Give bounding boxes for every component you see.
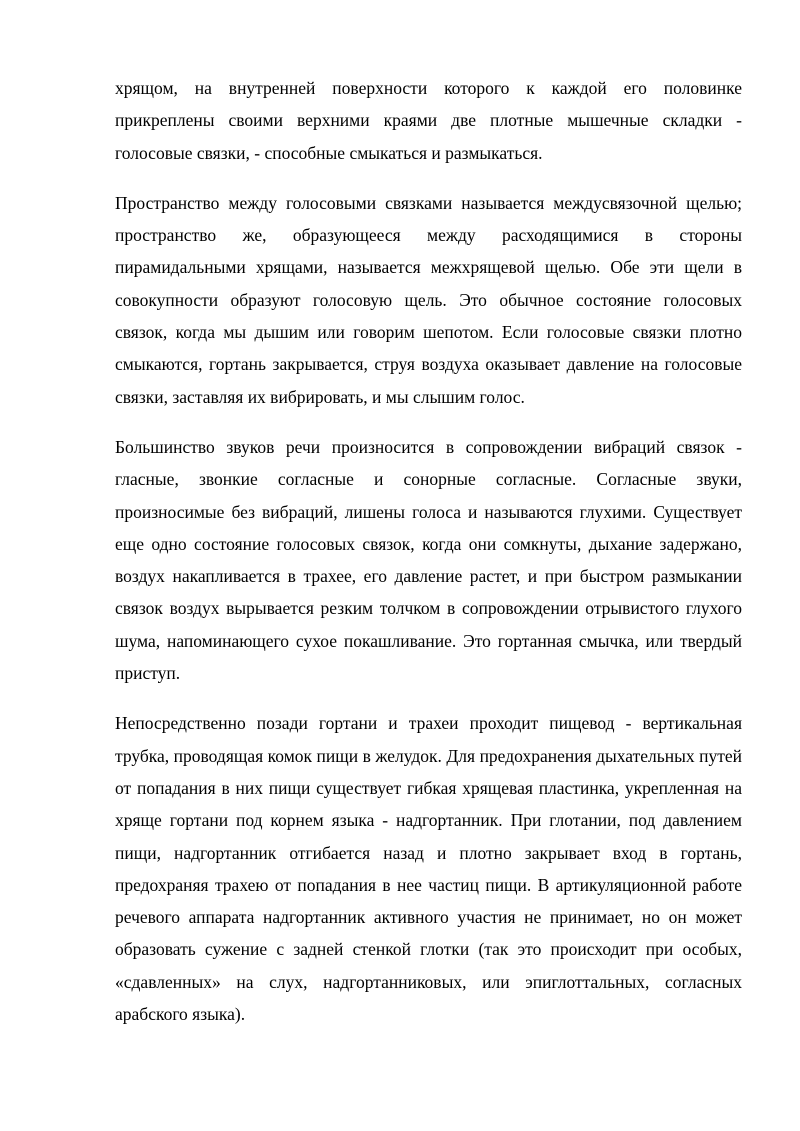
paragraph-vocal-folds: хрящом, на внутренней поверхности которого к каждой его половинке прикреплены своими верхними краями две плотные мышечные складки - голосовые связки, - способные смыкаться и размыкаться.	[115, 78, 742, 163]
paragraph-glottis: Пространство между голосовыми связками называется междусвязочной щелью; пространство же, образующееся между расходящимися в стороны пирамидальными хрящами, называется межхрящевой щелью. Обе эти щели в совокупности образуют голосовую щель. Это обычное состояние голосовых связок, когда мы дышим или говорим шепотом. Если голосовые связки плотно смыкаются, гортань закрывается, струя воздуха оказывает давление на голосовые связки, заставляя их вибрировать, и мы слышим голос.	[115, 192, 742, 407]
paragraph-epiglottis: Непосредственно позади гортани и трахеи проходит пищевод - вертикальная трубка, проводящая комок пищи в желудок. Для предохранения дыхательных путей от попадания в них пищи существует гибкая хрящевая пластинка, укрепленная на хряще гортани под корнем языка - надгортанник. При глотании, под давлением пищи, надгортанник отгибается назад и плотно закрывает вход в гортань, предохраняя трахею от попадания в нее частиц пищи. В артикуляционной работе речевого аппарата надгортанник активного участия не принимает, но он может образовать сужение с задней стенкой глотки (так это происходит при особых, «сдавленных» на слух, надгортанниковых, или эпиглоттальных, согласных арабского языка).	[115, 713, 742, 1025]
document-page	[115, 72, 742, 1048]
paragraph-voiced-sounds: Большинство звуков речи произносится в сопровождении вибраций связок - гласные, звонкие согласные и сонорные согласные. Согласные звуки, произносимые без вибраций, лишены голоса и называются глухими. Существует еще одно состояние голосовых связок, когда они сомкнуты, дыхание задержано, воздух накапливается в трахее, его давление растет, и при быстром размыкании связок воздух вырывается резким толчком в сопровождении отрывистого глухого шума, напоминающего сухое покашливание. Это гортанная смычка, или твердый приступ.	[115, 436, 742, 684]
